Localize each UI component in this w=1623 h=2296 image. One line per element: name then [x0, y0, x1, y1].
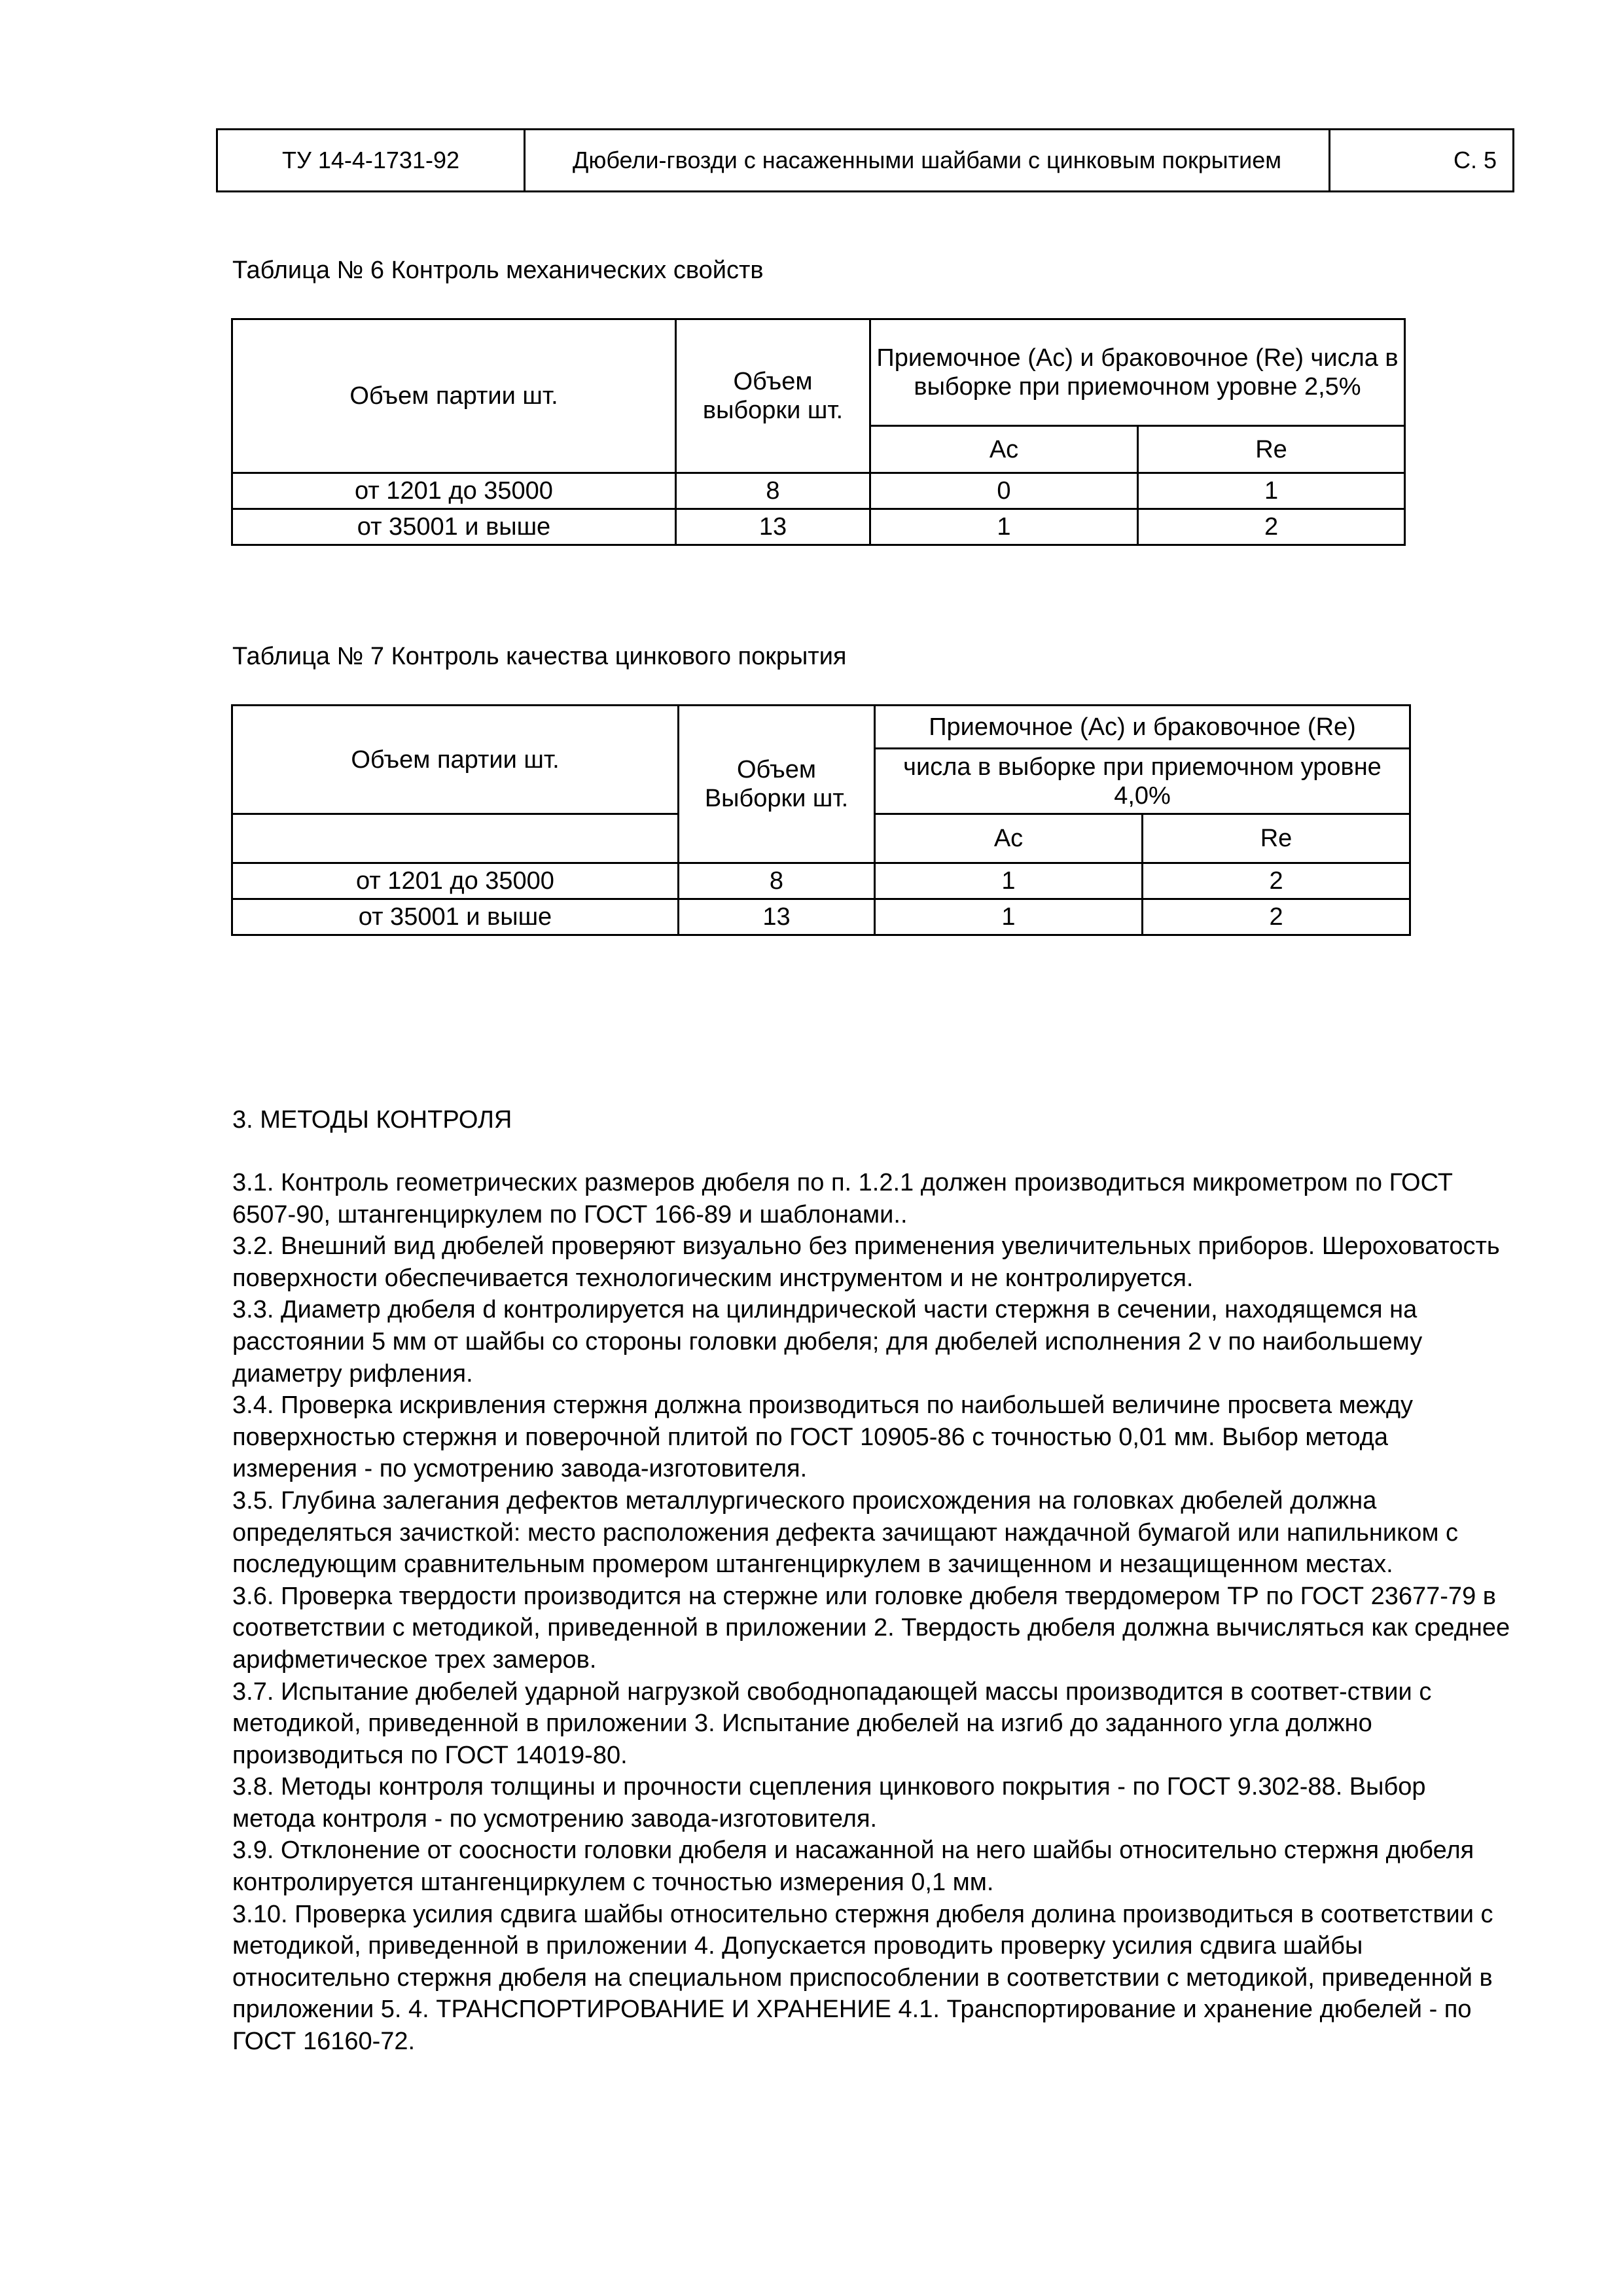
paragraph-3-9: 3.9. Отклонение от соосности головки дюбеля и насажанной на него шайбы относительно стержня дюбеля контролируется штангенциркулем с точностью измерения 0,1 мм.	[232, 1837, 1474, 1897]
page-number: С. 5	[1453, 147, 1497, 173]
table6-cell-lot: от 35001 и выше	[232, 509, 676, 545]
paragraph-3-3: 3.3. Диаметр дюбеля d контролируется на цилиндрической части стержня в сечении, находящемся на расстоянии 5 мм от шайбы со стороны головки дюбеля; для дюбелей исполнения 2 v по наибольшему диаметру рифления.	[232, 1296, 1423, 1388]
paragraph-3-1: 3.1. Контроль геометрических размеров дюбеля по п. 1.2.1 должен производиться микрометром по ГОСТ 6507-90, штангенциркулем по ГОСТ 166-89 и шаблонами..	[232, 1169, 1454, 1229]
table6-cell-ac: 1	[870, 509, 1138, 545]
table7-header-lot-spacer	[232, 814, 679, 863]
table7-header-numbers-line2: числа в выборке при приемочном уровне 4,0%	[875, 749, 1410, 814]
table6-caption: Таблица № 6 Контроль механических свойств	[232, 257, 764, 284]
paragraph-3-7: 3.7. Испытание дюбелей ударной нагрузкой свободнопадающей массы производится в соответ-ствии с методикой, приведенной в приложении 3. Испытание дюбелей на изгиб до заданного угла должно производиться по ГОСТ 14019-80.	[232, 1677, 1432, 1769]
table7-caption: Таблица № 7 Контроль качества цинкового покрытия	[232, 643, 847, 670]
paragraph-3-8: 3.8. Методы контроля толщины и прочности сцепления цинкового покрытия - по ГОСТ 9.302-88. Выбор метода контроля - по усмотрению завода-изготовителя.	[232, 1773, 1426, 1833]
table7-header-numbers-line1: Приемочное (Ас) и браковочное (Re)	[875, 706, 1410, 749]
table7-cell-sample: 8	[679, 863, 875, 899]
doc-code: ТУ 14-4-1731-92	[218, 130, 526, 190]
table6-cell-sample: 8	[676, 473, 870, 509]
table7	[231, 704, 1411, 936]
table6	[231, 318, 1406, 546]
table6-cell-re: 2	[1138, 509, 1405, 545]
table7-header-sample	[679, 706, 875, 863]
paragraph-3-2: 3.2. Внешний вид дюбелей проверяют визуально без применения увеличительных приборов. Шероховатость поверхности обеспечивается технологическим инструментом и не контролируется.	[232, 1232, 1500, 1292]
table6-cell-sample: 13	[676, 509, 870, 545]
section-title: 3. МЕТОДЫ КОНТРОЛЯ	[232, 1106, 512, 1134]
paragraph-3-6: 3.6. Проверка твердости производится на стержне или головке дюбеля твердомером ТР по ГОСТ 23677-79 в соответствии с методикой, приведенной в приложении 2. Твердость дюбеля должна вычисляться как среднее арифметическое трех замеров.	[232, 1582, 1510, 1674]
paragraph-3-5: 3.5. Глубина залегания дефектов металлургического происхождения на головках дюбелей должна определяться зачисткой: место расположения дефекта зачищают наждачной бумагой или напильником с последующим сравнительным промером штангенциркулем в зачищенном и незащищенном местах.	[232, 1486, 1459, 1579]
table7-cell-re: 2	[1143, 863, 1410, 899]
table7-header-re: Re	[1143, 814, 1410, 863]
table7-cell-ac: 1	[875, 863, 1143, 899]
table6-header-numbers: Приемочное (Ас) и браковочное (Re) числа в выборке при приемочном уровне 2,5%	[870, 319, 1405, 426]
table6-header-ac: Ас	[870, 426, 1138, 473]
table7-header-sample-text: Объем Выборки шт.	[704, 756, 849, 812]
paragraph-3-4: 3.4. Проверка искривления стержня должна производиться по наибольшей величине просвета между поверхностью стержня и поверочной плитой по ГОСТ 10905-86 с точностью 0,01 мм. Выбор метода измерения - по усмотрению завода-изготовителя.	[232, 1391, 1414, 1483]
section-body	[232, 1167, 1515, 2058]
table6-header-lot: Объем партии шт.	[232, 319, 676, 473]
document-header	[216, 128, 1514, 192]
table6-cell-lot: от 1201 до 35000	[232, 473, 676, 509]
table-row	[232, 509, 1405, 545]
table6-header-sample-text: Объем выборки шт.	[702, 368, 844, 424]
table7-header-ac: Ас	[875, 814, 1143, 863]
table7-header-lot: Объем партии шт.	[232, 706, 679, 814]
table6-cell-ac: 0	[870, 473, 1138, 509]
doc-title: Дюбели-гвозди с насаженными шайбами с цинковым покрытием	[526, 130, 1330, 190]
paragraph-3-10: 3.10. Проверка усилия сдвига шайбы относительно стержня дюбеля долина производиться в соответствии с методикой, приведенной в приложении 4. Допускается проводить проверку усилия сдвига шайбы относительно стержня дюбеля на специальном приспособлении в соответствии с методикой, приведенной в приложении 5. 4. ТРАНСПОРТИРОВАНИЕ И ХРАНЕНИЕ 4.1. Транспортирование и хранение дюбелей - по ГОСТ 16160-72.	[232, 1900, 1493, 2056]
table7-cell-ac: 1	[875, 899, 1143, 935]
table-row	[232, 473, 1405, 509]
table-row	[232, 899, 1410, 935]
table6-header-sample	[676, 319, 870, 473]
table6-header-re: Re	[1138, 426, 1405, 473]
table7-cell-sample: 13	[679, 899, 875, 935]
table7-cell-lot: от 35001 и выше	[232, 899, 679, 935]
table7-cell-lot: от 1201 до 35000	[232, 863, 679, 899]
table7-cell-re: 2	[1143, 899, 1410, 935]
table-row	[232, 863, 1410, 899]
table6-cell-re: 1	[1138, 473, 1405, 509]
